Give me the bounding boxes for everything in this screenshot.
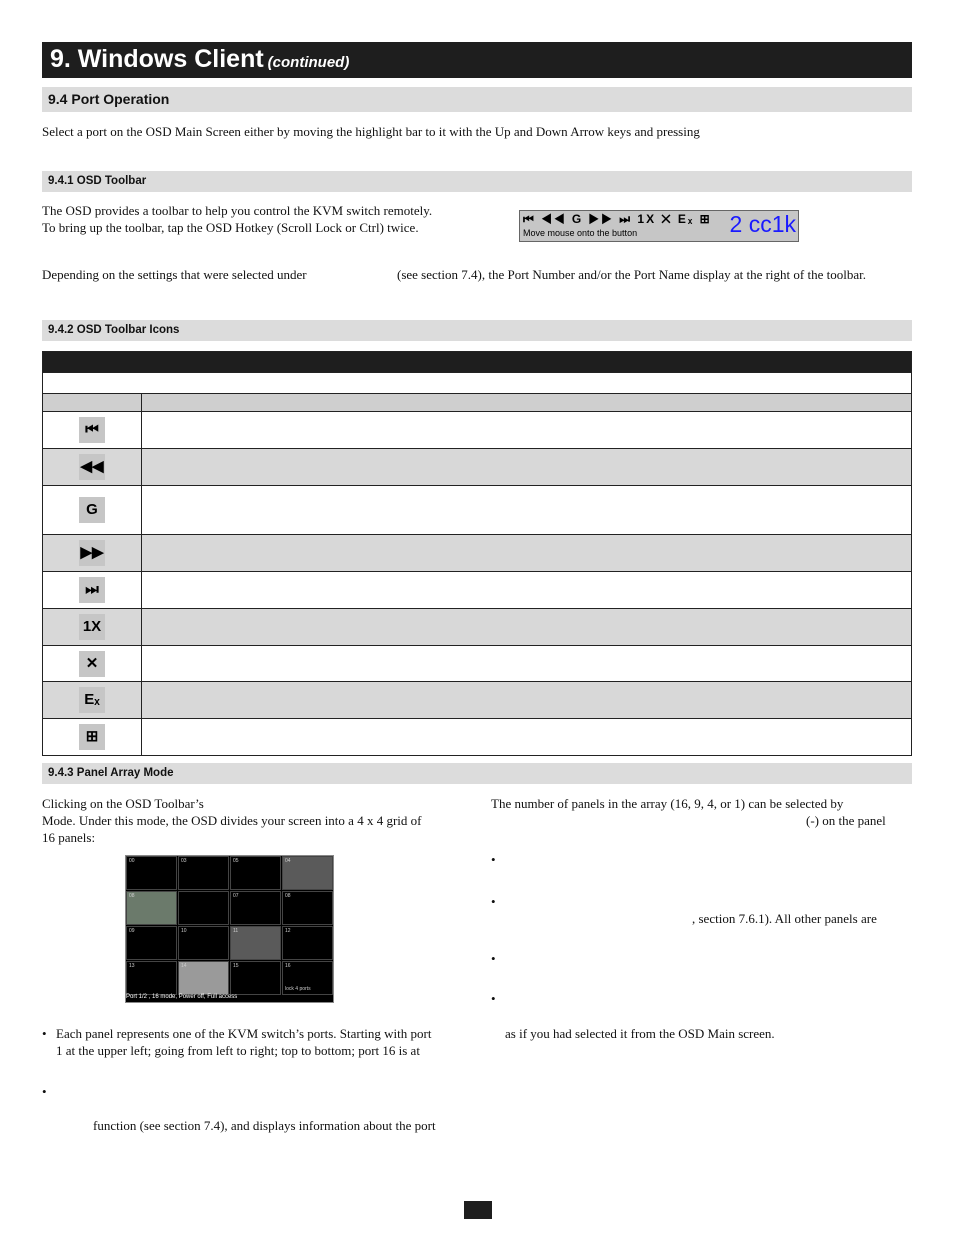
panel-cell xyxy=(126,891,177,925)
close-toolbar-icon: ✕ xyxy=(79,651,105,677)
panel-cell xyxy=(230,926,281,960)
toolbar-intro-line2: To bring up the toolbar, tap the OSD Hotkey (Scroll Lock or Ctrl) twice. xyxy=(42,220,419,235)
chapter-title: 9. Windows Client (continued) xyxy=(50,45,350,73)
bullet-dot: • xyxy=(42,1084,47,1099)
panel-array-left-line3: 16 panels: xyxy=(42,830,96,845)
table-column-row xyxy=(43,394,912,412)
panel-cell xyxy=(282,856,333,890)
toolbar-depend-text-b: (see section 7.4), the Port Number and/or the Port Name display at the right of the toolbar. xyxy=(397,267,866,282)
panel-number: 08 xyxy=(285,893,291,899)
panel-cell xyxy=(282,891,333,925)
section-heading-9-4: 9.4 Port Operation xyxy=(42,87,912,112)
table-row xyxy=(43,719,912,756)
last-port-icon: ⏭ xyxy=(79,577,105,603)
first-port-icon: ⏮ xyxy=(79,417,105,443)
table-row xyxy=(43,682,912,719)
right-bullet4-text: as if you had selected it from the OSD Main screen. xyxy=(505,1026,775,1041)
bullet-dot: • xyxy=(42,1026,47,1041)
panel-number: 04 xyxy=(285,858,291,864)
panel-number: 11 xyxy=(233,928,239,934)
panel-array-right-line1: The number of panels in the array (16, 9, 4, or 1) can be selected by xyxy=(491,796,844,811)
previous-port-icon: ◀◀ xyxy=(79,454,105,480)
panel-number: 05 xyxy=(233,858,239,864)
panel-number: 14 xyxy=(181,963,187,969)
toolbar-depend-text-a: Depending on the settings that were selected under xyxy=(42,267,307,282)
exit-icon: Eₓ xyxy=(79,687,105,713)
bullet-dot: • xyxy=(491,991,496,1006)
auto-scan-icon: G xyxy=(79,497,105,523)
panel-cell xyxy=(230,891,281,925)
table-row xyxy=(43,449,912,486)
table-header-row xyxy=(43,352,912,373)
panel-array-left-line2: Mode. Under this mode, the OSD divides your screen into a 4 x 4 grid of xyxy=(42,813,422,828)
section-heading-9-4-2: 9.4.2 OSD Toolbar Icons xyxy=(42,320,912,341)
panel-cell xyxy=(178,926,229,960)
bullet-dot: • xyxy=(491,894,496,909)
section-heading-9-4-3: 9.4.3 Panel Array Mode xyxy=(42,763,912,784)
table-row xyxy=(43,486,912,535)
lock-ports-label: lock 4 ports xyxy=(285,986,311,992)
panel-status-bar: Port 1/2 , 16 mode, Power off, Full access xyxy=(126,994,238,1000)
panel-cell xyxy=(178,961,229,995)
panel-number: 15 xyxy=(233,963,239,969)
table-row xyxy=(43,535,912,572)
panel-cell xyxy=(126,856,177,890)
panel-number: 16 xyxy=(285,963,291,969)
panel-cell xyxy=(178,891,229,925)
bullet2-line3: function (see section 7.4), and displays information about the port xyxy=(93,1118,436,1133)
panel-array-screenshot xyxy=(125,855,334,1003)
panel-number: 03 xyxy=(181,858,187,864)
section-heading-9-4-1: 9.4.1 OSD Toolbar xyxy=(42,171,912,192)
continued-label: (continued) xyxy=(267,54,350,71)
panel-number: 10 xyxy=(181,928,187,934)
quick-view-icon: 1X xyxy=(79,614,105,640)
panel-cell xyxy=(282,926,333,960)
bullet1-line1: Each panel represents one of the KVM switch’s ports. Starting with port xyxy=(56,1026,432,1041)
toolbar-intro-line1: The OSD provides a toolbar to help you control the KVM switch remotely. xyxy=(42,203,433,218)
panel-array-right-line2: (-) on the panel xyxy=(806,813,886,828)
panel-number: 13 xyxy=(129,963,135,969)
panel-number: 07 xyxy=(233,893,239,899)
right-bullet2-text: , section 7.6.1). All other panels are xyxy=(692,911,877,926)
panel-number: 08 xyxy=(129,893,135,899)
panel-number: 09 xyxy=(129,928,135,934)
panel-cell xyxy=(178,856,229,890)
panel-cell xyxy=(126,961,177,995)
panel-number: 12 xyxy=(285,928,291,934)
next-port-icon: ▶▶ xyxy=(79,540,105,566)
panel-array-icon: ⊞ xyxy=(79,724,105,750)
table-row xyxy=(43,646,912,682)
table-row xyxy=(43,412,912,449)
panel-cell xyxy=(126,926,177,960)
table-row xyxy=(43,572,912,609)
toolbar-icons-table xyxy=(42,351,912,756)
page-number-box xyxy=(464,1201,492,1219)
chapter-title-bar xyxy=(42,42,912,78)
panel-cell xyxy=(230,856,281,890)
port-operation-text: Select a port on the OSD Main Screen either by moving the highlight bar to it with the Up and Down Arrow keys and pressing xyxy=(42,124,700,139)
panel-array-left-line1: Clicking on the OSD Toolbar’s xyxy=(42,796,204,811)
panel-number: 00 xyxy=(129,858,135,864)
bullet1-line2: 1 at the upper left; going from left to right; top to bottom; port 16 is at xyxy=(56,1043,420,1058)
panel-cell xyxy=(230,961,281,995)
toolbar-icons-strip: ⏮ ◀◀ G ▶▶ ⏭ 1X ✕ Eₓ ⊞ xyxy=(523,212,712,226)
osd-toolbar-image xyxy=(519,210,799,242)
table-subheader-row xyxy=(43,373,912,394)
bullet-dot: • xyxy=(491,852,496,867)
toolbar-hint: Move mouse onto the button xyxy=(523,228,638,238)
bullet-dot: • xyxy=(491,951,496,966)
panel-cell xyxy=(282,961,333,995)
toolbar-port-display: 2 cc1k xyxy=(729,211,796,237)
table-row xyxy=(43,609,912,646)
